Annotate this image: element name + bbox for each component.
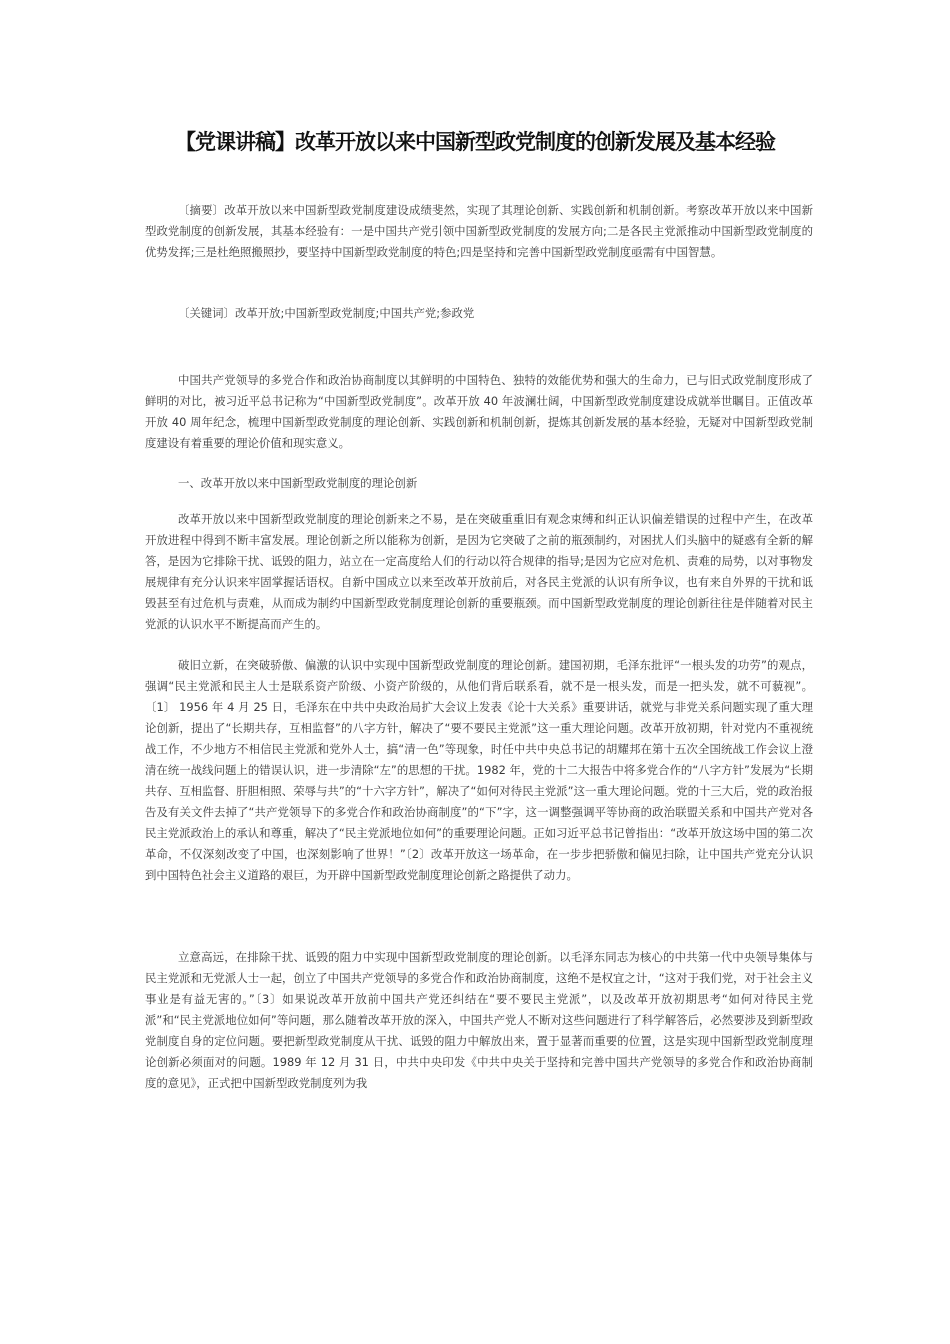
body-paragraph: 立意高远，在排除干扰、诋毁的阻力中实现中国新型政党制度的理论创新。以毛泽东同志为核心的中共第一代中央领导集体与民主党派和无党派人士一起，创立了中国共产党领导的多党合作和政治协商制度，这绝不是权宜之计，“这对于我们党，对于社会主义事业是有益无害的。”〔3〕如果说改革开放前中国共产党还纠结在“要不要民主党派”，以及改革开放初期思考“如何对待民主党派”和“民主党派地位如何”等问题，那么随着改革开放的深入，中国共产党人不断对这些问题进行了科学解答后，必然要涉及到新型政党制度自身的定位问题。要把新型政党制度从干扰、诋毁的阻力中解放出来，置于显著而重要的位置，这是实现中国新型政党制度理论创新必须面对的问题。1989 年 12 月 31 日，中共中央印发《中共中央关于坚持和完善中国共产党领导的多党合作和政治协商制度的意见》，正式把中国新型政党制度列为我	[145, 950, 813, 1090]
body-paragraph: 中国共产党领导的多党合作和政治协商制度以其鲜明的中国特色、独特的效能优势和强大的生命力，已与旧式政党制度形成了鲜明的对比，被习近平总书记称为“中国新型政党制度”。改革开放 40 年波澜壮阔，中国新型政党制度建设成就举世瞩目。正值改革开放 40 周年纪念，梳理中国新型政党制度的理论创新、实践创新和机制创新，提炼其创新发展的基本经验，无疑对中国新型政党制度建设有着重要的理论价值和现实意义。	[145, 373, 813, 450]
body-paragraph: 改革开放以来中国新型政党制度的理论创新来之不易，是在突破重重旧有观念束缚和纠正认识偏差错误的过程中产生，在改革开放进程中得到不断丰富发展。理论创新之所以能称为创新，是因为它突破了之前的瓶颈制约，对困扰人们头脑中的疑惑有全新的解答，是因为它排除干扰、诋毁的阻力，站立在一定高度给人们的行动以符合规律的指导;是因为它应对危机、责难的局势，以对事物发展规律有充分认识来牢固掌握话语权。自新中国成立以来至改革开放前后，对各民主党派的认识有所争议，也有来自外界的干扰和诋毁甚至有过危机与责难，从而成为制约中国新型政党制度理论创新的重要瓶颈。而中国新型政党制度的理论创新往往是伴随着对民主党派的认识水平不断提高而产生的。	[145, 512, 813, 631]
abstract-paragraph: 〔摘要〕改革开放以来中国新型政党制度建设成绩斐然，实现了其理论创新、实践创新和机制创新。考察改革开放以来中国新型政党制度的创新发展，其基本经验有：一是中国共产党引领中国新型政党制度的发展方向;二是各民主党派推动中国新型政党制度的优势发挥;三是杜绝照搬照抄，要坚持中国新型政党制度的特色;四是坚持和完善中国新型政党制度亟需有中国智慧。	[145, 203, 813, 259]
keywords-paragraph: 〔关键词〕改革开放;中国新型政党制度;中国共产党;参政党	[178, 306, 475, 320]
section-heading: 一、改革开放以来中国新型政党制度的理论创新	[178, 476, 418, 490]
body-paragraph: 破旧立新，在突破骄傲、偏激的认识中实现中国新型政党制度的理论创新。建国初期，毛泽东批评“一根头发的功劳”的观点，强调“民主党派和民主人士是联系资产阶级、小资产阶级的，从他们背后联系看，就不是一根头发，而是一把头发，就不可藐视”。〔1〕 1956 年 4 月 25 日，毛泽东在中共中央政治局扩大会议上发表《论十大关系》重要讲话，就党与非党关系问题实现了重大理论创新，提出了“长期共存，互相监督”的八字方针，解决了“要不要民主党派”这一重大理论问题。改革开放初期，针对党内不重视统战工作，不少地方不相信民主党派和党外人士，搞“清一色”等现象，时任中共中央总书记的胡耀邦在第十五次全国统战工作会议上澄清在统一战线问题上的错误认识，进一步清除“左”的思想的干扰。1982 年，党的十二大报告中将多党合作的“八字方针”发展为“长期共存、互相监督、肝胆相照、荣辱与共”的“十六字方针”，解决了“如何对待民主党派”这一重大理论问题。党的十三大后，党的政治报告及有关文件去掉了“共产党领导下的多党合作和政治协商制度”的“下”字，这一调整强调平等协商的政治联盟关系和中国共产党对各民主党派政治上的承认和尊重，解决了“民主党派地位如何”的重要理论问题。正如习近平总书记曾指出：“改革开放这场中国的第二次革命，不仅深刻改变了中国，也深刻影响了世界！”〔2〕改革开放这一场革命，在一步步把骄傲和偏见扫除，让中国共产党充分认识到中国特色社会主义道路的艰巨，为开辟中国新型政党制度理论创新之路提供了动力。	[145, 658, 813, 882]
document-title: 【党课讲稿】改革开放以来中国新型政党制度的创新发展及基本经验	[175, 130, 775, 154]
